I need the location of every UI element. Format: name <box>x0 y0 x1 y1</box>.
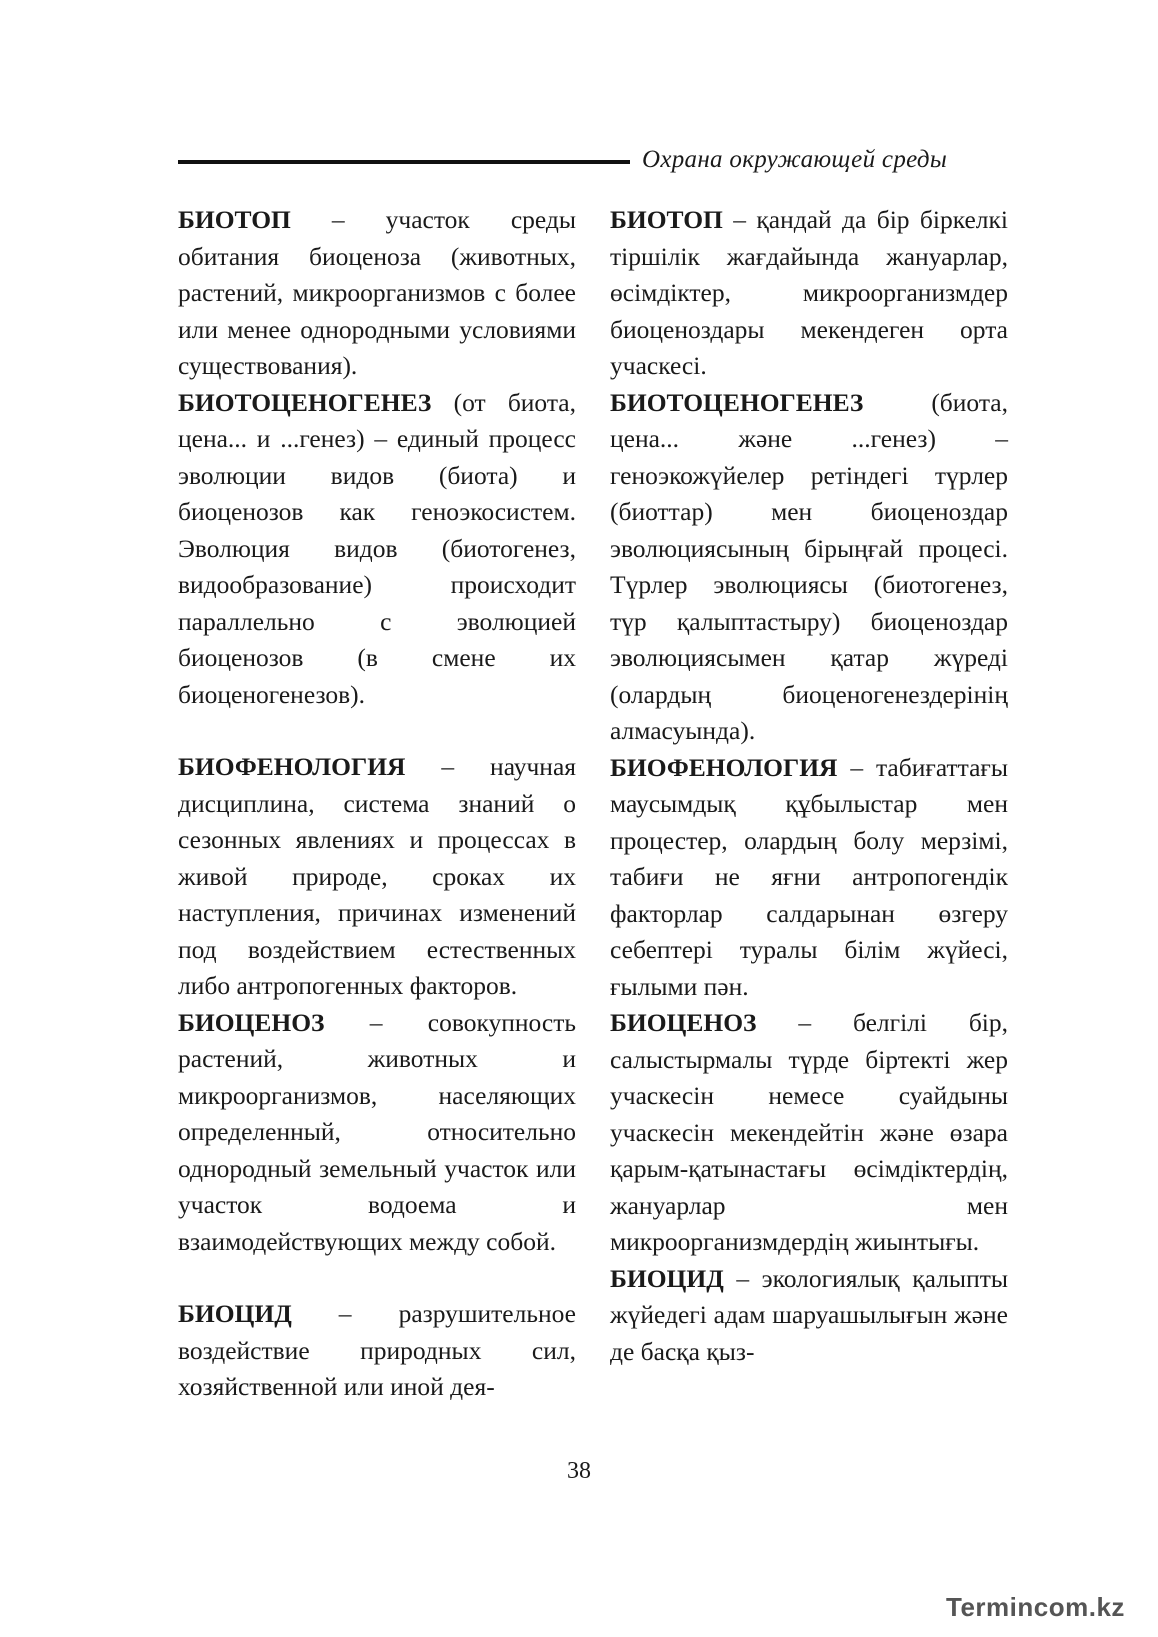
entry-biocenoz <box>178 1005 576 1261</box>
term: БИОЦЕНОЗ <box>610 1008 757 1037</box>
term: БИОТОЦЕНОГЕНЕЗ <box>610 387 864 417</box>
entry-biofenologiya <box>610 750 1008 1006</box>
definition: – научная дисциплина, система знаний о сезонных явлениях и процессах в живой природе, сроках их наступления, причинах изменений под воздействием естественных либо антропогенных факторов. <box>178 752 576 1000</box>
entry-biocid <box>610 1261 1008 1371</box>
definition: – экологиялық қалыпты жүйедегі адам шаруашылығын және де басқа қыз- <box>610 1263 1008 1366</box>
term: БИОТОЦЕНОГЕНЕЗ <box>178 387 432 417</box>
term: БИОЦЕНОЗ <box>178 1007 325 1037</box>
entry-biotop <box>610 202 1008 385</box>
term: БИОТОП <box>610 205 723 234</box>
term: БИОТОП <box>178 205 291 234</box>
page-number: 38 <box>567 1458 591 1484</box>
definition: – совокупность растений, животных и микроорганизмов, населяющих определенный, относительно однородный земельный участок или участок водоема и взаимодействующих между собой. <box>178 1007 576 1256</box>
definition: – белгілі бір, салыстырмалы түрде біртекті жер учаскесін немесе суайдыны учаскесін мекендейтін және өзара қарым-қатынастағы өсімдіктердің, жануарлар мен микроорганизмдердің жиынтығы. <box>610 1008 1008 1256</box>
definition: – табиғаттағы маусымдық құбылыстар мен процестер, олардың болу мерзімі, табиғи не яғни антропогендік факторлар салдарынан өзгеру себептері туралы білім жүйесі, ғылыми пән. <box>610 752 1008 1001</box>
entry-biotocenogenez <box>178 385 576 714</box>
definition: (от биота, цена... и ...генез) – единый процесс эволюции видов (биота) и биоценозов как геноэкосистем. Эволюция видов (биотогенез, видообразование) происходит параллельно с эволюцией биоценозов (в смене их биоценогенезов). <box>178 387 576 709</box>
term: БИОЦИД <box>610 1263 724 1293</box>
term: БИОФЕНОЛОГИЯ <box>610 752 838 782</box>
definition: – разрушительное воздействие природных сил, хозяйственной или иной дея- <box>178 1299 576 1401</box>
definition: – участок среды обитания биоценоза (животных, растений, микроорганизмов с более или менее однородными условиями существования). <box>178 205 576 380</box>
entry-biotocenogenez <box>610 385 1008 750</box>
term: БИОЦИД <box>178 1299 292 1328</box>
entry-biocid <box>178 1296 576 1406</box>
term: БИОФЕНОЛОГИЯ <box>178 752 406 781</box>
definition: – қандай да бір біркелкі тіршілік жағдайында жануарлар, өсімдіктер, микроорганизмдер биоценоздары мекендеген орта учаскесі. <box>610 205 1008 380</box>
entry-biocenoz <box>610 1005 1008 1261</box>
running-header: Охрана окружающей среды <box>642 146 948 173</box>
entry-biofenologiya <box>178 749 576 1005</box>
russian-column <box>178 202 576 1406</box>
header-rule <box>178 160 630 164</box>
definition: (биота, цена... және ...генез) – геноэкожүйелер ретіндегі түрлер (биоттар) мен биоценоздар эволюциясының бірыңғай процесі. Түрлер эволюциясы (биотогенез, түр қалыптастыру) биоценоздар эволюциясымен қатар жүреді (олардың биоценогенездерінің алмасуында). <box>610 387 1008 745</box>
kazakh-column <box>610 202 1008 1370</box>
entry-biotop <box>178 202 576 385</box>
watermark-logo: Termincom.kz <box>946 1592 1125 1622</box>
